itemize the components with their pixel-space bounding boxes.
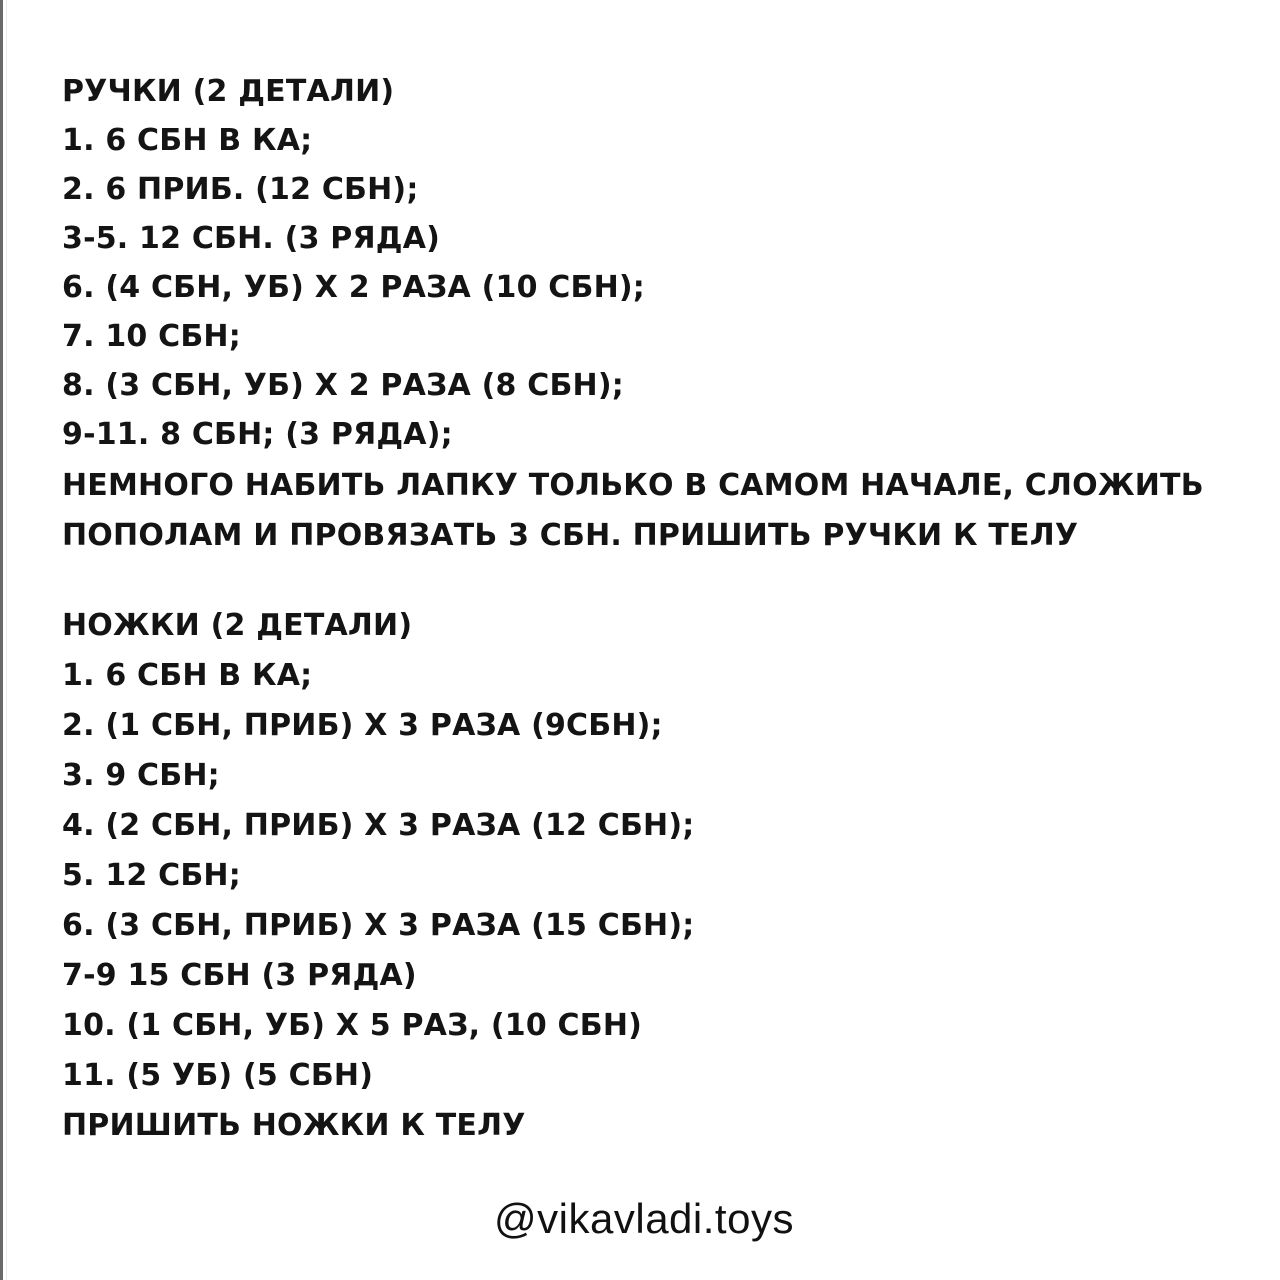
pattern-note: ПРИШИТЬ НОЖКИ К ТЕЛУ — [62, 1108, 526, 1143]
pattern-row: 4. (2 СБН, ПРИБ) Х 3 РАЗА (12 СБН); — [62, 808, 695, 843]
section-title-arms: РУЧКИ (2 ДЕТАЛИ) — [62, 74, 395, 109]
section-title-legs: НОЖКИ (2 ДЕТАЛИ) — [62, 608, 413, 643]
pattern-row: 3. 9 СБН; — [62, 758, 220, 793]
left-edge-line — [6, 0, 7, 1280]
pattern-row: 5. 12 СБН; — [62, 858, 241, 893]
pattern-row: 11. (5 УБ) (5 СБН) — [62, 1058, 374, 1093]
pattern-row: 2. (1 СБН, ПРИБ) Х 3 РАЗА (9СБН); — [62, 708, 663, 743]
pattern-note: ПОПОЛАМ И ПРОВЯЗАТЬ 3 СБН. ПРИШИТЬ РУЧКИ К ТЕЛУ — [62, 518, 1079, 553]
pattern-row: 7-9 15 СБН (3 РЯДА) — [62, 958, 417, 993]
pattern-row: 10. (1 СБН, УБ) Х 5 РАЗ, (10 СБН) — [62, 1008, 643, 1043]
pattern-row: 1. 6 СБН В КА; — [62, 123, 313, 158]
left-edge-border — [0, 0, 3, 1280]
pattern-row: 2. 6 ПРИБ. (12 СБН); — [62, 172, 419, 207]
pattern-row: 6. (4 СБН, УБ) Х 2 РАЗА (10 СБН); — [62, 270, 646, 305]
watermark-handle: @vikavladi.toys — [494, 1195, 794, 1242]
pattern-row: 8. (3 СБН, УБ) Х 2 РАЗА (8 СБН); — [62, 368, 624, 403]
pattern-row: 6. (3 СБН, ПРИБ) Х 3 РАЗА (15 СБН); — [62, 908, 695, 943]
pattern-row: 7. 10 СБН; — [62, 319, 241, 354]
pattern-note: НЕМНОГО НАБИТЬ ЛАПКУ ТОЛЬКО В САМОМ НАЧАЛЕ, СЛОЖИТЬ — [62, 468, 1204, 503]
pattern-row: 3-5. 12 СБН. (3 РЯДА) — [62, 221, 441, 256]
pattern-row: 1. 6 СБН В КА; — [62, 658, 313, 693]
pattern-row: 9-11. 8 СБН; (3 РЯДА); — [62, 417, 453, 452]
